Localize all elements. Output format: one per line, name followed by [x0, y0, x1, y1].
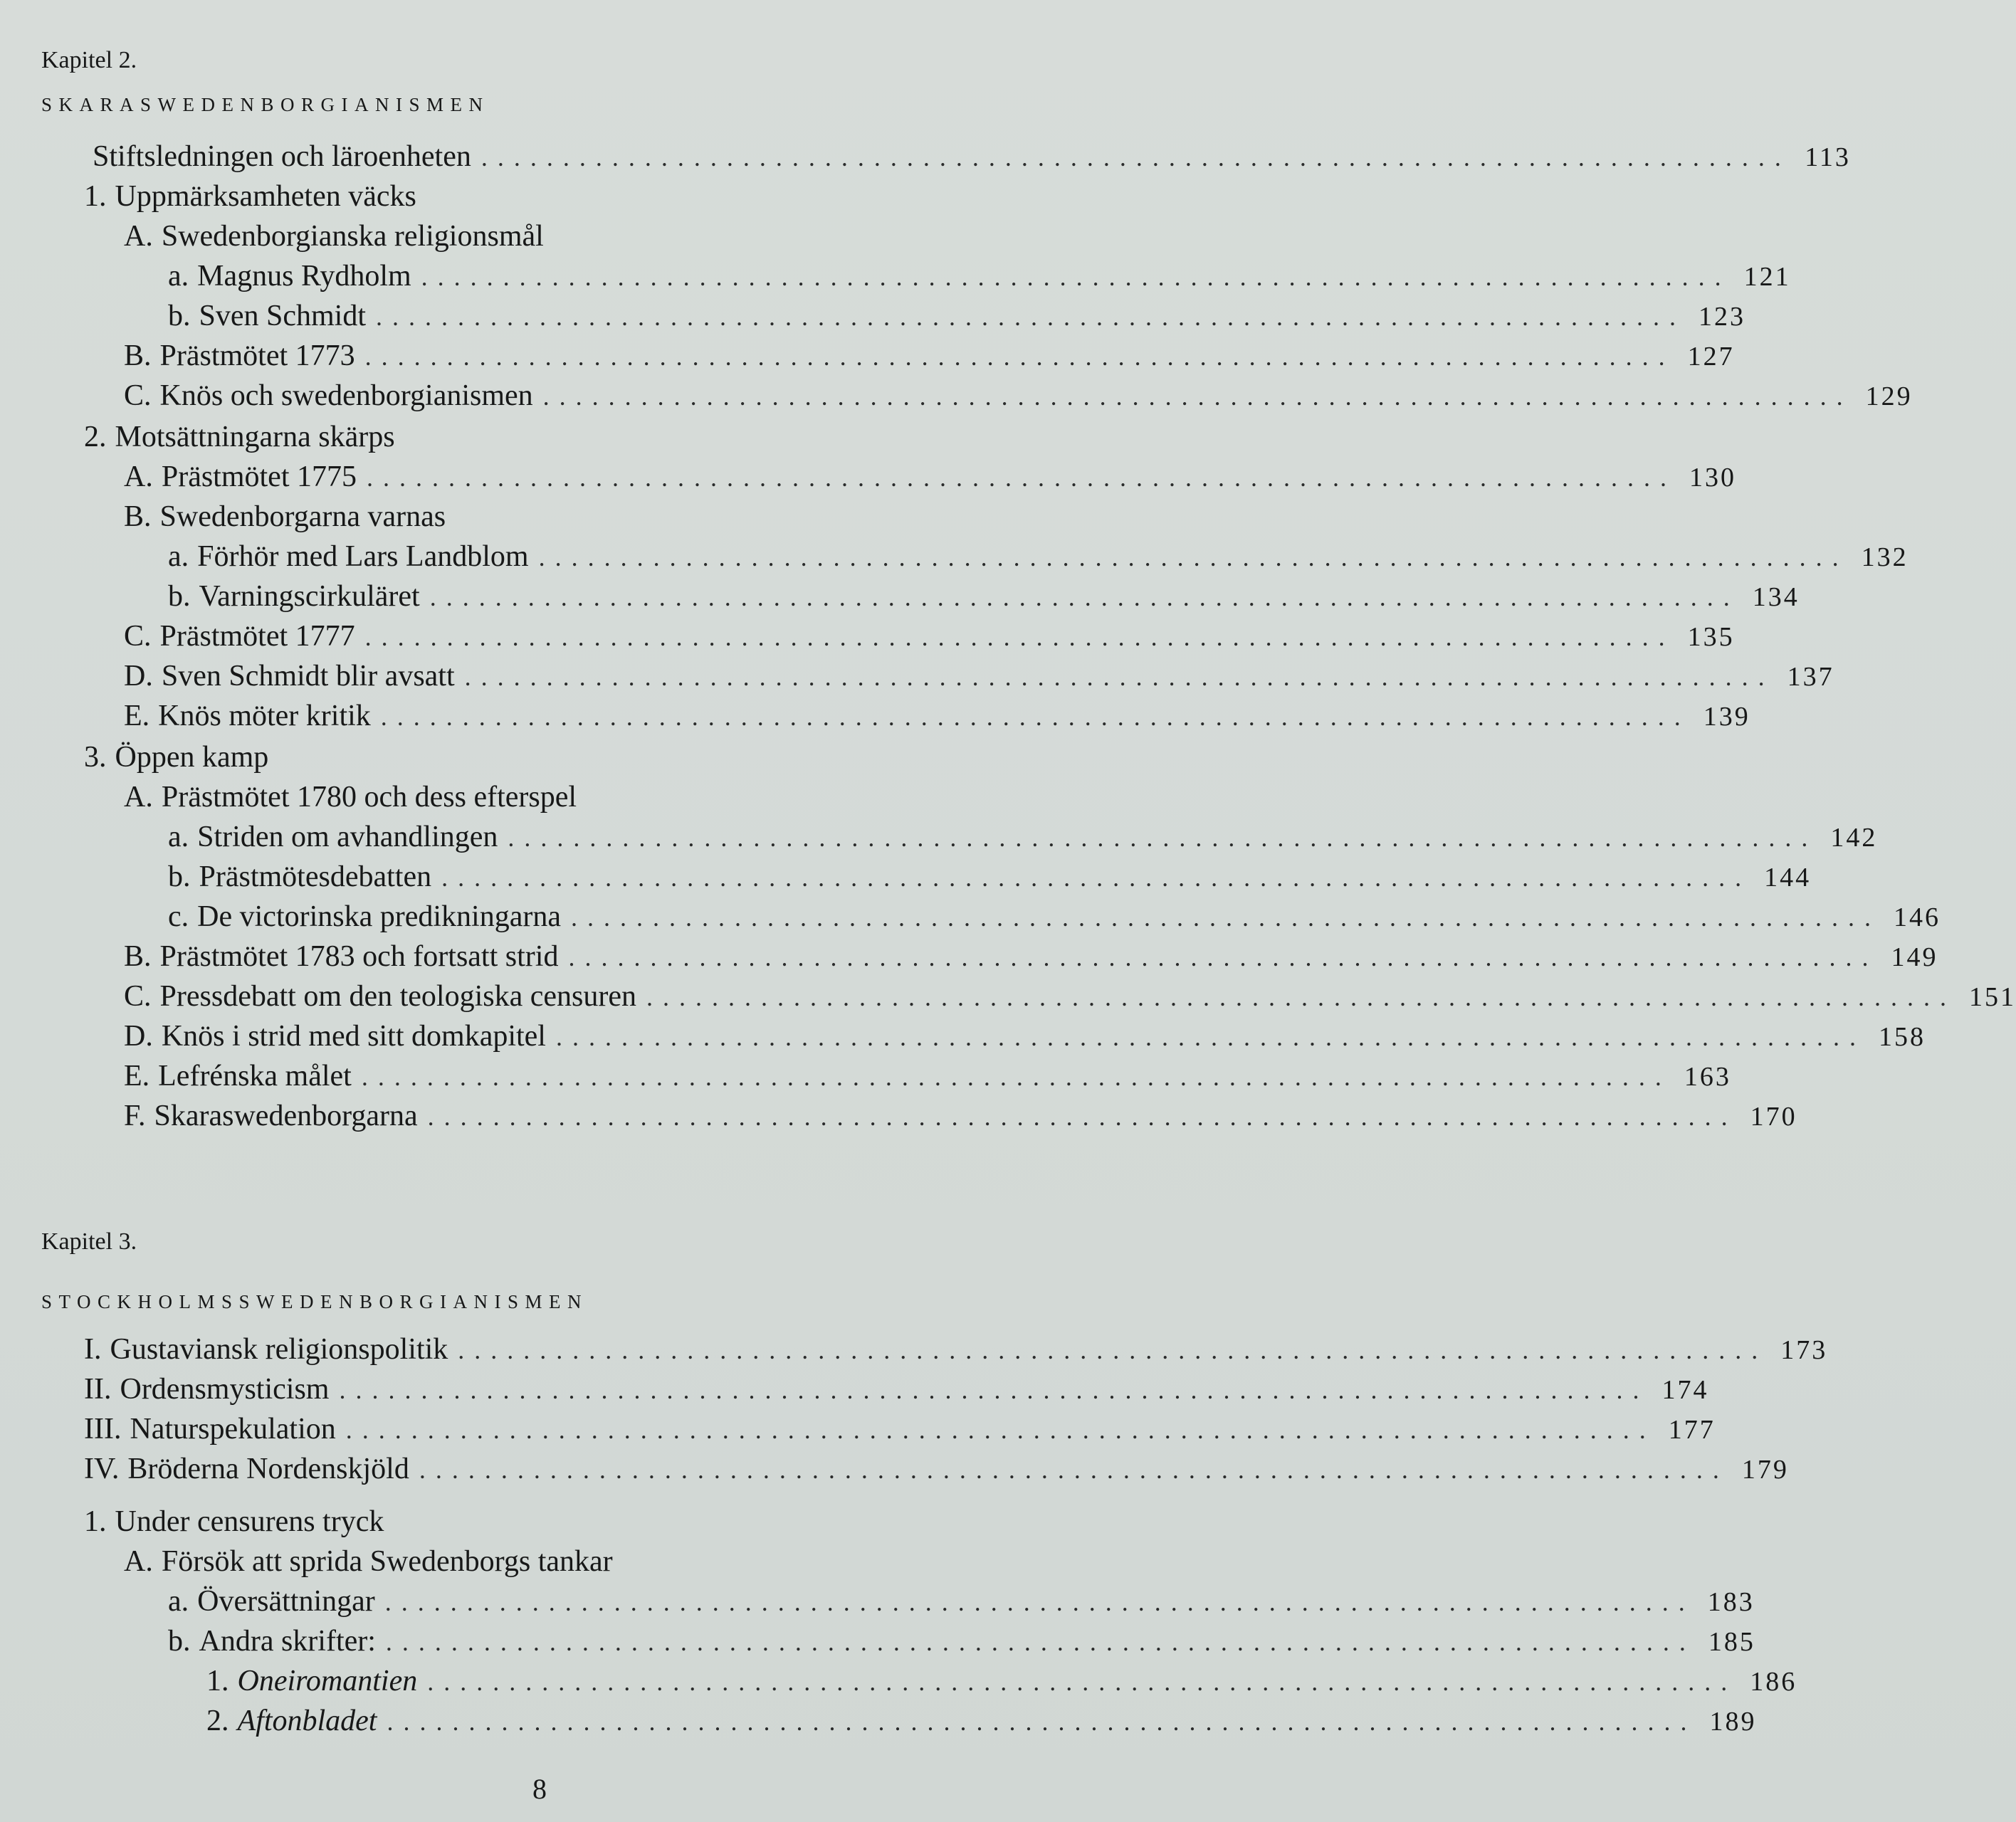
toc-entry-page: 146 — [1894, 902, 1941, 932]
toc-entry-number: C. — [124, 980, 152, 1013]
toc-entry-page: 142 — [1830, 823, 1878, 853]
dot-leader: ................................................................................ — [385, 1628, 1696, 1656]
toc-entry-title: Stiftsledningen och läroenheten — [93, 140, 471, 173]
toc-entry — [84, 420, 395, 458]
toc-entry-number: III. — [84, 1413, 122, 1446]
dot-leader: ................................................................................ — [508, 823, 1818, 852]
toc-entry — [206, 1664, 1797, 1702]
toc-entry-number: 1. — [84, 180, 107, 213]
toc-entry — [168, 1584, 1755, 1623]
toc-entry-title: Öppen kamp — [115, 741, 269, 774]
chapter-heading: SKARASWEDENBORGIANISMEN — [41, 94, 490, 115]
toc-entry-title: Bröderna Nordenskjöld — [127, 1453, 409, 1485]
toc-entry-title: Aftonbladet — [237, 1705, 377, 1737]
toc-entry-title: Prästmötesdebatten — [199, 860, 432, 893]
toc-entry-title: Sven Schmidt blir avsatt — [161, 660, 455, 693]
toc-entry-number: E. — [124, 700, 150, 732]
toc-entry-number: a. — [168, 540, 189, 573]
toc-entry-page: 135 — [1687, 622, 1735, 652]
toc-entry — [84, 1332, 1828, 1371]
toc-entry-title: Under censurens tryck — [115, 1505, 384, 1538]
toc-entry-page: 121 — [1743, 262, 1791, 292]
toc-entry-number: II. — [84, 1373, 112, 1406]
toc-entry-title: Gustaviansk religionspolitik — [110, 1333, 448, 1366]
toc-entry-number: b. — [168, 300, 191, 332]
toc-entry-number: A. — [124, 1545, 153, 1578]
toc-entry-title: Sven Schmidt — [199, 300, 367, 332]
toc-entry-title: Andra skrifter: — [199, 1625, 376, 1658]
toc-entry-title: Knös möter kritik — [158, 700, 371, 732]
toc-entry-title: De victorinska predikningarna — [197, 900, 561, 933]
toc-entry-title: Naturspekulation — [130, 1413, 336, 1446]
toc-entry-page: 134 — [1752, 582, 1800, 612]
toc-entry — [168, 820, 1878, 858]
toc-entry — [84, 139, 1851, 178]
toc-entry-number: F. — [124, 1100, 146, 1132]
toc-entry-number: A. — [124, 220, 153, 253]
dot-leader: ................................................................................ — [646, 983, 1957, 1011]
toc-entry-title: Varningscirkuläret — [199, 580, 420, 613]
toc-entry-title: Prästmötet 1783 och fortsatt strid — [159, 940, 559, 973]
toc-entry-title: Skaraswedenborgarna — [154, 1100, 418, 1132]
toc-entry — [84, 1412, 1716, 1450]
toc-entry-page: 186 — [1750, 1667, 1797, 1697]
toc-entry-title: Ordensmysticism — [120, 1373, 330, 1406]
toc-entry — [84, 740, 268, 779]
dot-leader: ................................................................................ — [555, 1023, 1866, 1051]
toc-entry-number: I. — [84, 1333, 102, 1366]
toc-entry-number: B. — [124, 500, 152, 533]
toc-entry-page: 151 — [1969, 982, 2016, 1012]
dot-leader: ................................................................................ — [364, 342, 1675, 371]
toc-entry-title: Prästmötet 1780 och dess efterspel — [161, 781, 577, 813]
toc-entry-page: 163 — [1684, 1062, 1731, 1092]
toc-entry — [124, 500, 446, 538]
toc-entry-number: IV. — [84, 1453, 120, 1485]
toc-entry-number: b. — [168, 1625, 191, 1658]
dot-leader: ................................................................................ — [542, 382, 1853, 411]
toc-entry-title: Prästmötet 1773 — [159, 339, 355, 372]
toc-entry — [84, 1505, 384, 1543]
page-number: 8 — [532, 1773, 547, 1805]
toc-entry-page: 137 — [1787, 662, 1834, 692]
toc-entry-page: 113 — [1805, 142, 1851, 172]
toc-entry-page: 132 — [1861, 542, 1909, 572]
toc-entry — [124, 699, 1750, 737]
toc-entry-title: Oneiromantien — [237, 1665, 418, 1697]
toc-entry — [168, 900, 1941, 938]
dot-leader: ................................................................................ — [571, 903, 1881, 932]
toc-entry-number: A. — [124, 781, 153, 813]
toc-entry-title: Uppmärksamheten väcks — [115, 180, 416, 213]
toc-entry-title: Magnus Rydholm — [197, 260, 411, 293]
toc-entry — [84, 1452, 1789, 1490]
toc-entry-number: B. — [124, 940, 152, 973]
dot-leader: ................................................................................ — [376, 302, 1686, 331]
toc-entry-number: c. — [168, 900, 189, 933]
toc-entry-page: 189 — [1709, 1707, 1757, 1737]
dot-leader: ................................................................................ — [568, 943, 1879, 971]
toc-entry-page: 177 — [1668, 1415, 1716, 1445]
toc-entry-page: 174 — [1661, 1375, 1709, 1405]
dot-leader: ................................................................................ — [367, 463, 1676, 492]
dot-leader: ................................................................................ — [384, 1588, 1695, 1616]
toc-entry-number: 2. — [84, 421, 107, 453]
chapter-heading: STOCKHOLMSSWEDENBORGIANISMEN — [41, 1291, 589, 1312]
toc-entry-title: Swedenborgarna varnas — [159, 500, 446, 533]
toc-entry — [168, 579, 1800, 618]
chapter-label: Kapitel 2. — [41, 47, 137, 73]
toc-entry-title: Prästmötet 1775 — [161, 460, 357, 493]
toc-entry-title: Motsättningarna skärps — [115, 421, 395, 453]
toc-entry — [124, 219, 544, 258]
dot-leader: ................................................................................ — [380, 702, 1691, 731]
toc-entry — [124, 619, 1735, 658]
chapter-label: Kapitel 3. — [41, 1228, 137, 1255]
dot-leader: ................................................................................ — [464, 663, 1775, 691]
toc-entry — [84, 1372, 1709, 1411]
toc-entry-number: 1. — [206, 1665, 229, 1697]
toc-entry — [168, 1624, 1755, 1663]
toc-entry — [124, 1544, 613, 1583]
toc-entry-page: 179 — [1741, 1455, 1789, 1485]
toc-entry-number: 3. — [84, 741, 107, 774]
toc-entry — [124, 979, 2016, 1018]
toc-entry-number: A. — [124, 460, 153, 493]
toc-entry-page: 183 — [1707, 1587, 1755, 1617]
toc-entry-title: Lefrénska målet — [158, 1060, 352, 1092]
toc-entry — [124, 339, 1735, 377]
toc-entry — [168, 539, 1909, 578]
toc-entry-number: a. — [168, 1585, 189, 1618]
toc-entry — [124, 379, 1913, 417]
toc-entry-title: Översättningar — [197, 1585, 375, 1618]
toc-entry — [124, 1099, 1797, 1137]
toc-entry-title: Swedenborgianska religionsmål — [161, 220, 544, 253]
toc-entry-page: 129 — [1865, 381, 1913, 411]
toc-entry — [124, 1019, 1926, 1058]
dot-leader: ................................................................................ — [429, 583, 1740, 611]
toc-entry-page: 149 — [1891, 942, 1938, 972]
toc-entry-number: 2. — [206, 1705, 229, 1737]
toc-entry-number: a. — [168, 821, 189, 853]
dot-leader: ................................................................................ — [364, 623, 1675, 651]
toc-entry-page: 127 — [1687, 342, 1735, 372]
toc-entry-page: 173 — [1780, 1335, 1828, 1365]
toc-entry-title: Striden om avhandlingen — [197, 821, 498, 853]
toc-entry-number: C. — [124, 620, 152, 653]
toc-entry-page: 158 — [1878, 1022, 1926, 1052]
toc-entry-title: Prästmötet 1777 — [159, 620, 355, 653]
toc-entry-page: 144 — [1764, 863, 1812, 892]
dot-leader: ................................................................................ — [458, 1336, 1768, 1364]
dot-leader: ................................................................................ — [387, 1707, 1697, 1736]
dot-leader: ................................................................................ — [427, 1668, 1738, 1696]
toc-entry — [124, 939, 1938, 978]
toc-entry — [168, 860, 1812, 898]
toc-entry-number: b. — [168, 580, 191, 613]
dot-leader: ................................................................................ — [481, 143, 1791, 172]
toc-entry-title: Knös i strid med sitt domkapitel — [161, 1020, 546, 1053]
toc-entry — [84, 179, 416, 218]
toc-entry-number: C. — [124, 379, 152, 412]
toc-entry — [124, 659, 1834, 697]
toc-entry — [124, 460, 1736, 498]
dot-leader: ................................................................................ — [339, 1376, 1649, 1404]
toc-entry — [206, 1704, 1757, 1742]
toc-entry-page: 139 — [1703, 702, 1750, 732]
toc-entry-number: b. — [168, 860, 191, 893]
dot-leader: ................................................................................ — [441, 863, 1752, 892]
dot-leader: ................................................................................ — [421, 263, 1731, 291]
toc-entry-title: Knös och swedenborgianismen — [159, 379, 533, 412]
toc-entry-page: 170 — [1750, 1102, 1797, 1132]
toc-entry-number: D. — [124, 1020, 153, 1053]
dot-leader: ................................................................................ — [538, 543, 1849, 572]
toc-entry — [168, 299, 1746, 337]
toc-entry-title: Förhör med Lars Landblom — [197, 540, 529, 573]
dot-leader: ................................................................................ — [419, 1455, 1729, 1484]
toc-entry — [168, 259, 1791, 297]
toc-entry-page: 185 — [1708, 1627, 1755, 1657]
toc-entry-number: D. — [124, 660, 153, 693]
toc-entry — [124, 1059, 1731, 1097]
toc-entry-title: Pressdebatt om den teologiska censuren — [159, 980, 637, 1013]
toc-entry-title: Försök att sprida Swedenborgs tankar — [161, 1545, 613, 1578]
toc-entry-number: E. — [124, 1060, 150, 1092]
dot-leader: ................................................................................ — [345, 1416, 1656, 1444]
toc-entry-number: a. — [168, 260, 189, 293]
toc-entry-page: 130 — [1689, 463, 1736, 493]
toc-entry-number: B. — [124, 339, 152, 372]
toc-entry-number: 1. — [84, 1505, 107, 1538]
dot-leader: ................................................................................ — [361, 1063, 1671, 1091]
toc-entry — [124, 780, 577, 818]
dot-leader: ................................................................................ — [427, 1102, 1738, 1131]
toc-entry-page: 123 — [1699, 302, 1746, 332]
